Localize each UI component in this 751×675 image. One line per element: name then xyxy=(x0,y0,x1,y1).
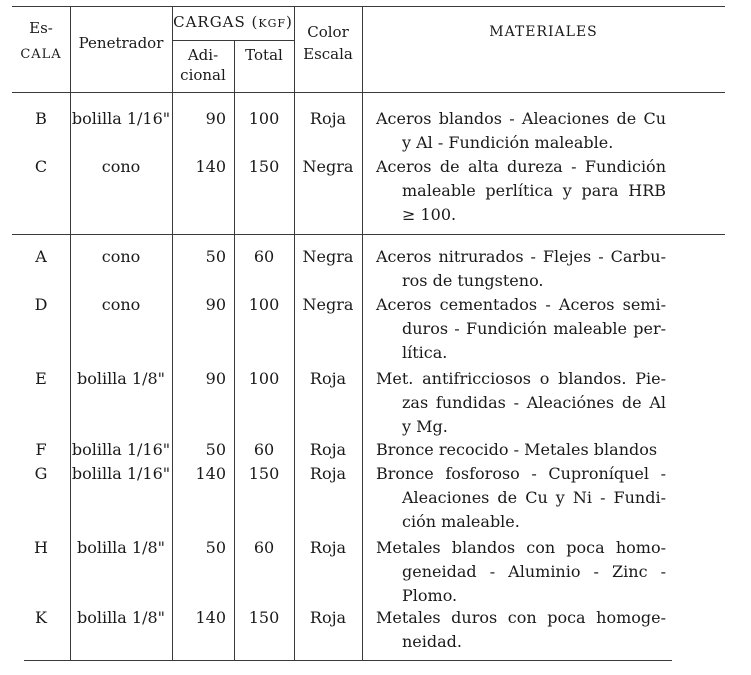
header-penetrador: Penetrador xyxy=(78,34,164,52)
cell-escala: C xyxy=(34,157,48,176)
cell-escala: G xyxy=(34,464,48,483)
cell-color: Roja xyxy=(309,440,347,459)
cell-penetrador: cono xyxy=(101,295,141,314)
materiales-line: Plomo. xyxy=(402,586,458,605)
cell-total: 150 xyxy=(248,464,280,483)
materiales-line: ción maleable. xyxy=(402,512,520,531)
materiales-line: ≥ 100. xyxy=(402,205,457,224)
materiales-line: y Mg. xyxy=(402,417,448,436)
cell-color: Roja xyxy=(309,464,347,483)
header-cargas: CARGAS (kgf) xyxy=(173,13,293,31)
cell-total: 150 xyxy=(248,608,280,627)
cell-adicional: 50 xyxy=(205,440,226,459)
cell-escala: K xyxy=(35,608,47,627)
cell-materiales xyxy=(376,293,666,365)
col-rule-escala xyxy=(70,6,71,660)
cell-materiales xyxy=(376,367,666,439)
bottom-rule xyxy=(24,660,672,661)
cell-color: Negra xyxy=(302,247,354,266)
cell-color: Negra xyxy=(302,295,354,314)
header-bottom-rule xyxy=(12,92,725,93)
header-escala-1: Es- xyxy=(29,19,53,37)
cell-penetrador: bolilla 1/16" xyxy=(71,440,171,459)
materiales-line: Bronce recocido - Metales blandos xyxy=(376,440,658,459)
materiales-line: ros de tungsteno. xyxy=(402,271,544,290)
materiales-line: neidad. xyxy=(402,632,462,651)
cell-total: 60 xyxy=(253,440,275,459)
materiales-line: Aceros blandos - Aleaciones de Cu xyxy=(376,109,666,128)
materiales-line: Aleaciones de Cu y Ni - Fundi- xyxy=(402,488,666,507)
cell-penetrador: bolilla 1/8" xyxy=(76,608,166,627)
cell-escala: B xyxy=(35,109,47,128)
materiales-line: Metales blandos con poca homo- xyxy=(376,538,666,557)
cell-adicional: 50 xyxy=(205,538,226,557)
cell-total: 100 xyxy=(248,109,280,128)
cell-adicional: 90 xyxy=(205,295,226,314)
cell-color: Negra xyxy=(302,157,354,176)
materiales-line: maleable perlítica y para HRB xyxy=(402,181,666,200)
cell-escala: E xyxy=(35,369,47,388)
col-rule-penetrador xyxy=(172,6,173,660)
cell-color: Roja xyxy=(309,369,347,388)
materiales-line: Aceros de alta dureza - Fundición xyxy=(376,157,666,176)
cell-adicional: 140 xyxy=(195,608,226,627)
cargas-subrule xyxy=(172,40,294,41)
materiales-line: y Al - Fundición maleable. xyxy=(402,133,614,152)
cell-adicional: 140 xyxy=(195,464,226,483)
col-rule-total xyxy=(294,6,295,660)
header-color-2: Escala xyxy=(303,45,353,63)
materiales-line: Aceros cementados - Aceros semi- xyxy=(376,295,666,314)
cell-escala: F xyxy=(35,440,47,459)
cell-materiales xyxy=(376,606,666,654)
cell-materiales xyxy=(376,462,666,534)
cell-adicional: 90 xyxy=(205,369,226,388)
materiales-line: lítica. xyxy=(402,343,448,362)
materiales-line: Bronce fosforoso - Cuproníquel - xyxy=(376,464,666,483)
cell-total: 100 xyxy=(248,369,280,388)
cell-escala: D xyxy=(34,295,48,314)
col-rule-color xyxy=(362,6,363,660)
cell-materiales xyxy=(376,155,666,227)
group-separator-rule xyxy=(12,234,725,235)
cell-total: 60 xyxy=(253,538,275,557)
cell-total: 100 xyxy=(248,295,280,314)
header-escala-2: CALA xyxy=(20,47,62,62)
cell-adicional: 140 xyxy=(195,157,226,176)
materiales-line: Metales duros con poca homoge- xyxy=(376,608,666,627)
cell-penetrador: bolilla 1/8" xyxy=(76,369,166,388)
top-rule xyxy=(12,6,725,7)
cell-escala: A xyxy=(35,247,47,266)
cell-total: 150 xyxy=(248,157,280,176)
cell-penetrador: bolilla 1/16" xyxy=(71,464,171,483)
materiales-line: Aceros nitrurados - Flejes - Carbu- xyxy=(376,247,666,266)
cell-penetrador: bolilla 1/8" xyxy=(76,538,166,557)
header-adicional-2: cional xyxy=(180,66,226,84)
materiales-line: Met. antifricciosos o blandos. Pie- xyxy=(376,369,666,388)
header-total: Total xyxy=(245,46,283,64)
cell-materiales xyxy=(376,245,666,293)
cell-adicional: 90 xyxy=(205,109,226,128)
cell-color: Roja xyxy=(309,109,347,128)
materiales-line: geneidad - Aluminio - Zinc - xyxy=(402,562,666,581)
cell-escala: H xyxy=(34,538,48,557)
materiales-line: duros - Fundición maleable per- xyxy=(402,319,666,338)
cell-penetrador: bolilla 1/16" xyxy=(71,109,171,128)
header-color-1: Color xyxy=(307,23,349,41)
cell-penetrador: cono xyxy=(101,247,141,266)
header-adicional-1: Adi- xyxy=(187,46,219,64)
materiales-line: zas fundidas - Aleaciónes de Al xyxy=(402,393,666,412)
cell-penetrador: cono xyxy=(101,157,141,176)
cell-color: Roja xyxy=(309,608,347,627)
cell-materiales xyxy=(376,107,666,155)
cell-color: Roja xyxy=(309,538,347,557)
col-rule-adicional xyxy=(234,40,235,660)
header-materiales: MATERIALES xyxy=(489,24,598,40)
cell-materiales xyxy=(376,438,666,462)
cell-total: 60 xyxy=(253,247,275,266)
cell-materiales xyxy=(376,536,666,608)
cell-adicional: 50 xyxy=(205,247,226,266)
